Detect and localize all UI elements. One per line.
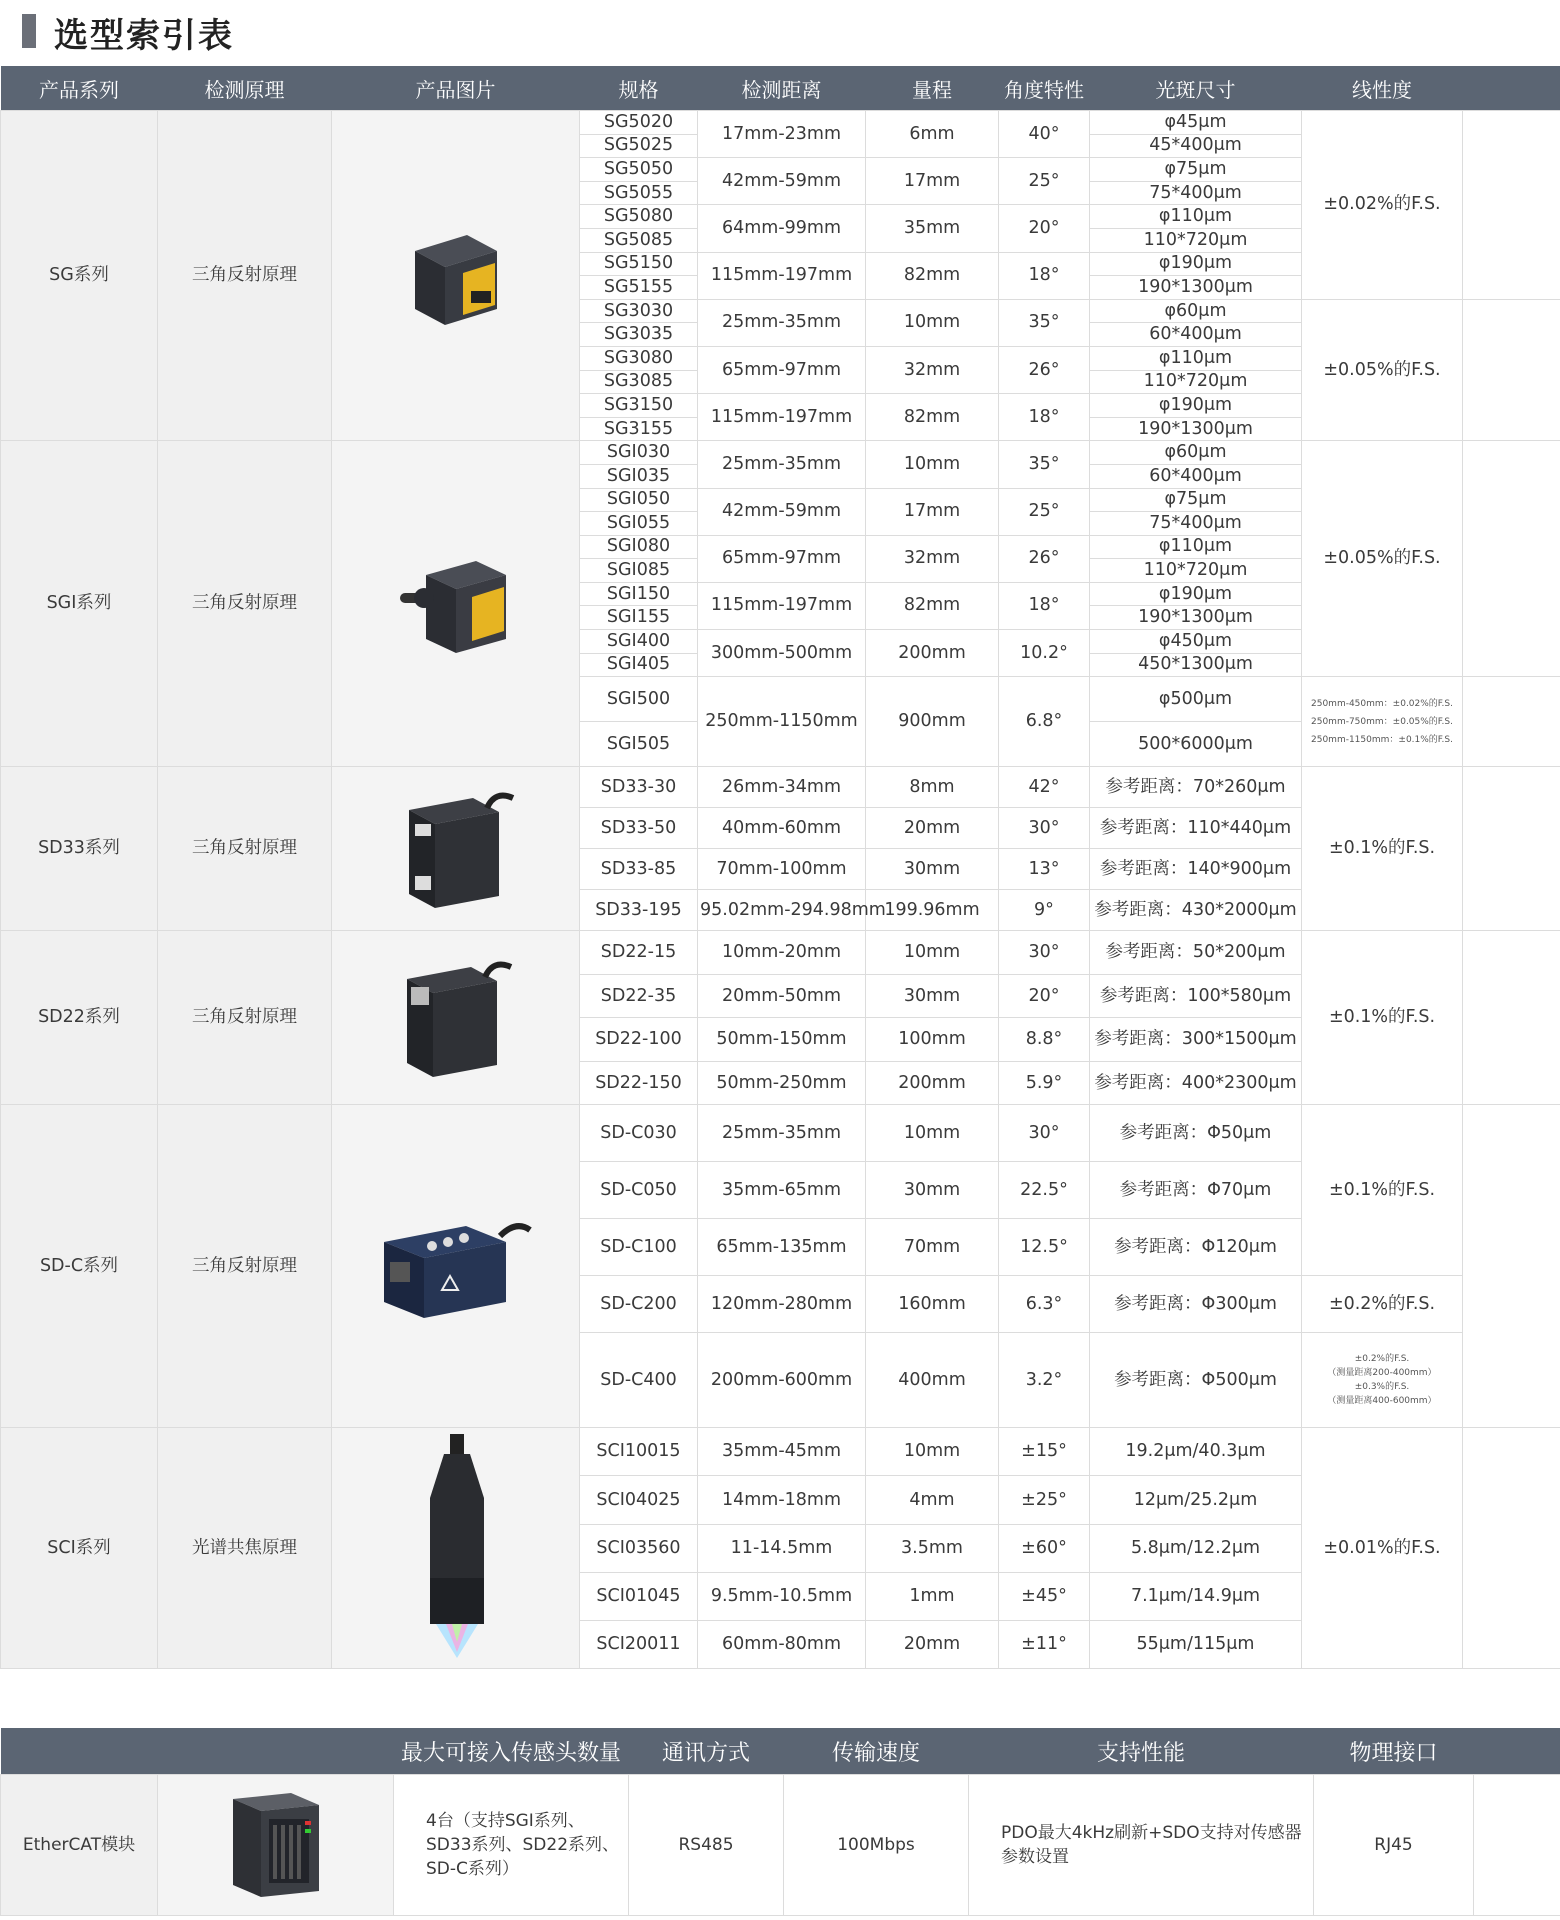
model-cell: SG5080	[580, 205, 698, 229]
page-title: 选型索引表	[54, 16, 234, 56]
distance-cell: 35mm-65mm	[698, 1162, 866, 1219]
spot-cell: 参考距离：Φ50μm	[1090, 1105, 1302, 1162]
product-image-sdc	[332, 1105, 580, 1428]
angle-cell: 30°	[999, 1105, 1090, 1162]
header-series: 产品系列	[1, 66, 158, 111]
spot-cell: 190*1300μm	[1090, 276, 1302, 300]
angle-cell: 10.2°	[999, 630, 1090, 677]
spot-cell: 参考距离：110*440μm	[1090, 808, 1302, 849]
model-cell: SG3155	[580, 417, 698, 441]
linearity-cell: ±0.05%的F.S.	[1302, 441, 1463, 677]
range-cell: 1mm	[866, 1572, 999, 1620]
angle-cell: 12.5°	[999, 1219, 1090, 1276]
spot-cell: 190*1300μm	[1090, 417, 1302, 441]
angle-cell: 30°	[999, 808, 1090, 849]
ethercat-module-image	[221, 1785, 331, 1905]
model-cell: SG3085	[580, 370, 698, 394]
ethercat-image	[158, 1775, 394, 1916]
angle-cell: 18°	[999, 394, 1090, 441]
spot-cell: 参考距离：140*900μm	[1090, 849, 1302, 890]
spot-cell: 7.1μm/14.9μm	[1090, 1572, 1302, 1620]
linearity-cell: ±0.1%的F.S.	[1302, 931, 1463, 1105]
spot-cell: 110*720μm	[1090, 559, 1302, 583]
model-cell: SGI150	[580, 582, 698, 606]
spot-cell: 450*1300μm	[1090, 653, 1302, 677]
range-cell: 20mm	[866, 1621, 999, 1669]
pad-cell	[1463, 441, 1560, 677]
linearity-note: ±0.3%的F.S.	[1354, 1382, 1410, 1393]
distance-cell: 40mm-60mm	[698, 808, 866, 849]
distance-cell: 95.02mm-294.98mm	[698, 890, 866, 931]
spot-cell: φ110μm	[1090, 205, 1302, 229]
series-sd33: SD33系列	[1, 767, 158, 931]
principle-sdc: 三角反射原理	[158, 1105, 332, 1428]
range-cell: 10mm	[866, 441, 999, 488]
sgi-sensor-image	[396, 549, 516, 659]
angle-cell: 6.8°	[999, 677, 1090, 767]
distance-cell: 50mm-150mm	[698, 1018, 866, 1062]
range-cell: 6mm	[866, 111, 999, 158]
model-cell: SD33-50	[580, 808, 698, 849]
spot-cell: φ450μm	[1090, 630, 1302, 654]
header-max-count: 最大可接入传感头数量	[394, 1728, 629, 1775]
linearity-cell	[1302, 1333, 1463, 1428]
distance-cell: 250mm-1150mm	[698, 677, 866, 767]
model-cell: SG5150	[580, 252, 698, 276]
range-cell: 35mm	[866, 205, 999, 252]
distance-cell: 64mm-99mm	[698, 205, 866, 252]
angle-cell: ±11°	[999, 1621, 1090, 1669]
header-pad	[1463, 66, 1560, 111]
header-linearity: 线性度	[1302, 66, 1463, 111]
spot-cell: 参考距离：430*2000μm	[1090, 890, 1302, 931]
model-cell: SG5050	[580, 158, 698, 182]
range-cell: 8mm	[866, 767, 999, 808]
range-cell: 900mm	[866, 677, 999, 767]
range-cell: 200mm	[866, 1061, 999, 1105]
spot-cell: φ60μm	[1090, 441, 1302, 465]
linearity-cell: ±0.01%的F.S.	[1302, 1428, 1463, 1669]
title-marker	[22, 14, 36, 48]
ethercat-row	[1, 1775, 1560, 1916]
angle-cell: 40°	[999, 111, 1090, 158]
product-image-sci	[332, 1428, 580, 1669]
model-cell: SCI20011	[580, 1621, 698, 1669]
angle-cell: 35°	[999, 441, 1090, 488]
range-cell: 400mm	[866, 1333, 999, 1428]
ethercat-speed: 100Mbps	[784, 1775, 969, 1916]
range-cell: 82mm	[866, 394, 999, 441]
model-cell: SGI030	[580, 441, 698, 465]
distance-cell: 42mm-59mm	[698, 488, 866, 535]
distance-cell: 42mm-59mm	[698, 158, 866, 205]
angle-cell: 13°	[999, 849, 1090, 890]
model-cell: SGI400	[580, 630, 698, 654]
distance-cell: 115mm-197mm	[698, 582, 866, 629]
ethercat-comm: RS485	[629, 1775, 784, 1916]
linearity-note: 250mm-750mm：±0.05%的F.S.	[1311, 716, 1453, 727]
model-cell: SGI405	[580, 653, 698, 677]
pad-cell	[1463, 931, 1560, 1105]
distance-cell: 25mm-35mm	[698, 441, 866, 488]
linearity-cell: ±0.05%的F.S.	[1302, 299, 1463, 441]
table-row	[1, 931, 1560, 975]
spot-cell: 500*6000μm	[1090, 722, 1302, 767]
model-cell: SD22-15	[580, 931, 698, 975]
pad-cell	[1463, 299, 1560, 441]
sd22-sensor-image	[391, 953, 521, 1083]
model-cell: SG3150	[580, 394, 698, 418]
model-cell: SG3030	[580, 299, 698, 323]
header-performance: 支持性能	[969, 1728, 1314, 1775]
linearity-note: ±0.2%的F.S.	[1354, 1354, 1410, 1365]
distance-cell: 9.5mm-10.5mm	[698, 1572, 866, 1620]
model-cell: SD22-150	[580, 1061, 698, 1105]
range-cell: 200mm	[866, 630, 999, 677]
range-cell: 10mm	[866, 931, 999, 975]
model-cell: SD33-30	[580, 767, 698, 808]
sg-sensor-image	[401, 221, 511, 331]
angle-cell: 25°	[999, 488, 1090, 535]
distance-cell: 25mm-35mm	[698, 1105, 866, 1162]
angle-cell: 26°	[999, 346, 1090, 393]
ethercat-performance: PDO最大4kHz刷新+SDO支持对传感器参数设置	[969, 1775, 1314, 1916]
spot-cell: 参考距离：Φ500μm	[1090, 1333, 1302, 1428]
angle-cell: 35°	[999, 299, 1090, 346]
model-cell: SD-C100	[580, 1219, 698, 1276]
angle-cell: 18°	[999, 252, 1090, 299]
sdc-sensor-image	[376, 1206, 536, 1326]
product-image-sd33	[332, 767, 580, 931]
range-cell: 17mm	[866, 158, 999, 205]
spot-cell: φ190μm	[1090, 394, 1302, 418]
distance-cell: 65mm-97mm	[698, 346, 866, 393]
angle-cell: 26°	[999, 535, 1090, 582]
model-cell: SCI04025	[580, 1476, 698, 1524]
series-sg: SG系列	[1, 111, 158, 441]
distance-cell: 50mm-250mm	[698, 1061, 866, 1105]
table-body	[1, 111, 1560, 1669]
distance-cell: 120mm-280mm	[698, 1276, 866, 1333]
linearity-note: （测量距离200-400mm）	[1327, 1368, 1437, 1379]
pad-cell	[1463, 1428, 1560, 1669]
sci-probe-image	[406, 1428, 506, 1668]
model-cell: SG5020	[580, 111, 698, 135]
header-image: 产品图片	[332, 66, 580, 111]
spot-cell: φ500μm	[1090, 677, 1302, 722]
spot-cell: 75*400μm	[1090, 512, 1302, 536]
distance-cell: 65mm-135mm	[698, 1219, 866, 1276]
pad-cell	[1463, 767, 1560, 931]
angle-cell: ±15°	[999, 1428, 1090, 1476]
range-cell: 82mm	[866, 582, 999, 629]
range-cell: 10mm	[866, 1105, 999, 1162]
model-cell: SG5155	[580, 276, 698, 300]
table-header	[1, 66, 1560, 111]
spot-cell: φ110μm	[1090, 346, 1302, 370]
selection-table	[0, 66, 1560, 1669]
range-cell: 32mm	[866, 535, 999, 582]
spot-cell: 19.2μm/40.3μm	[1090, 1428, 1302, 1476]
header-principle: 检测原理	[158, 66, 332, 111]
linearity-cell: ±0.1%的F.S.	[1302, 767, 1463, 931]
distance-cell: 20mm-50mm	[698, 974, 866, 1018]
spot-cell: 参考距离：100*580μm	[1090, 974, 1302, 1018]
distance-cell: 115mm-197mm	[698, 394, 866, 441]
model-cell: SGI080	[580, 535, 698, 559]
header-range: 量程	[866, 66, 999, 111]
spot-cell: 45*400μm	[1090, 134, 1302, 158]
table-row	[1, 1105, 1560, 1162]
range-cell: 20mm	[866, 808, 999, 849]
distance-cell: 26mm-34mm	[698, 767, 866, 808]
spot-cell: 190*1300μm	[1090, 606, 1302, 630]
angle-cell: 25°	[999, 158, 1090, 205]
spot-cell: φ190μm	[1090, 582, 1302, 606]
spot-cell: 12μm/25.2μm	[1090, 1476, 1302, 1524]
model-cell: SD-C200	[580, 1276, 698, 1333]
distance-cell: 70mm-100mm	[698, 849, 866, 890]
angle-cell: 5.9°	[999, 1061, 1090, 1105]
series-sgi: SGI系列	[1, 441, 158, 767]
linearity-cell	[1302, 677, 1463, 767]
spot-cell: φ75μm	[1090, 488, 1302, 512]
range-cell: 17mm	[866, 488, 999, 535]
ethercat-header	[1, 1728, 1560, 1775]
linearity-note: 250mm-450mm：±0.02%的F.S.	[1311, 698, 1453, 709]
model-cell: SD22-35	[580, 974, 698, 1018]
series-sci: SCI系列	[1, 1428, 158, 1669]
model-cell: SD33-85	[580, 849, 698, 890]
model-cell: SGI050	[580, 488, 698, 512]
spot-cell: φ60μm	[1090, 299, 1302, 323]
table-row	[1, 441, 1560, 465]
angle-cell: ±25°	[999, 1476, 1090, 1524]
range-cell: 4mm	[866, 1476, 999, 1524]
model-cell: SD-C400	[580, 1333, 698, 1428]
angle-cell: 18°	[999, 582, 1090, 629]
principle-sd22: 三角反射原理	[158, 931, 332, 1105]
model-cell: SD-C050	[580, 1162, 698, 1219]
range-cell: 10mm	[866, 299, 999, 346]
header-angle: 角度特性	[999, 66, 1090, 111]
angle-cell: 20°	[999, 974, 1090, 1018]
header-model: 规格	[580, 66, 698, 111]
model-cell: SG5055	[580, 181, 698, 205]
principle-sci: 光谱共焦原理	[158, 1428, 332, 1669]
pad-cell	[1463, 111, 1560, 300]
header-speed: 传输速度	[784, 1728, 969, 1775]
angle-cell: 9°	[999, 890, 1090, 931]
angle-cell: 42°	[999, 767, 1090, 808]
angle-cell: 8.8°	[999, 1018, 1090, 1062]
range-cell: 70mm	[866, 1219, 999, 1276]
distance-cell: 25mm-35mm	[698, 299, 866, 346]
range-cell: 82mm	[866, 252, 999, 299]
distance-cell: 115mm-197mm	[698, 252, 866, 299]
model-cell: SGI055	[580, 512, 698, 536]
table-row	[1, 767, 1560, 808]
spot-cell: 参考距离：Φ300μm	[1090, 1276, 1302, 1333]
ethercat-port: RJ45	[1314, 1775, 1474, 1916]
range-cell: 30mm	[866, 849, 999, 890]
distance-cell: 17mm-23mm	[698, 111, 866, 158]
product-image-sg	[332, 111, 580, 441]
distance-cell: 60mm-80mm	[698, 1621, 866, 1669]
distance-cell: 200mm-600mm	[698, 1333, 866, 1428]
spot-cell: 60*400μm	[1090, 323, 1302, 347]
model-cell: SD33-195	[580, 890, 698, 931]
range-cell: 3.5mm	[866, 1524, 999, 1572]
header-comm: 通讯方式	[629, 1728, 784, 1775]
linearity-cell: ±0.2%的F.S.	[1302, 1276, 1463, 1333]
model-cell: SD22-100	[580, 1018, 698, 1062]
linearity-note: （测量距离400-600mm）	[1327, 1396, 1437, 1407]
sd33-sensor-image	[391, 784, 521, 914]
spot-cell: 参考距离：Φ70μm	[1090, 1162, 1302, 1219]
spot-cell: 55μm/115μm	[1090, 1621, 1302, 1669]
model-cell: SG3080	[580, 346, 698, 370]
model-cell: SGI035	[580, 464, 698, 488]
model-cell: SCI10015	[580, 1428, 698, 1476]
spot-cell: 5.8μm/12.2μm	[1090, 1524, 1302, 1572]
range-cell: 10mm	[866, 1428, 999, 1476]
ethercat-count: 4台（支持SGI系列、SD33系列、SD22系列、SD-C系列）	[394, 1775, 629, 1916]
spot-cell: 110*720μm	[1090, 228, 1302, 252]
range-cell: 32mm	[866, 346, 999, 393]
spot-cell: 75*400μm	[1090, 181, 1302, 205]
spot-cell: 参考距离：400*2300μm	[1090, 1061, 1302, 1105]
ethercat-table	[0, 1728, 1560, 1916]
principle-sd33: 三角反射原理	[158, 767, 332, 931]
pad-cell	[1463, 677, 1560, 767]
range-cell: 30mm	[866, 1162, 999, 1219]
range-cell: 160mm	[866, 1276, 999, 1333]
range-cell: 100mm	[866, 1018, 999, 1062]
angle-cell: 6.3°	[999, 1276, 1090, 1333]
principle-sgi: 三角反射原理	[158, 441, 332, 767]
series-sdc: SD-C系列	[1, 1105, 158, 1428]
header-distance: 检测距离	[698, 66, 866, 111]
header-port: 物理接口	[1314, 1728, 1474, 1775]
distance-cell: 35mm-45mm	[698, 1428, 866, 1476]
distance-cell: 300mm-500mm	[698, 630, 866, 677]
spot-cell: 参考距离：Φ120μm	[1090, 1219, 1302, 1276]
distance-cell: 14mm-18mm	[698, 1476, 866, 1524]
linearity-note: 250mm-1150mm：±0.1%的F.S.	[1311, 734, 1453, 745]
model-cell: SG5085	[580, 228, 698, 252]
angle-cell: ±60°	[999, 1524, 1090, 1572]
model-cell: SG5025	[580, 134, 698, 158]
model-cell: SCI03560	[580, 1524, 698, 1572]
linearity-cell: ±0.02%的F.S.	[1302, 111, 1463, 300]
model-cell: SG3035	[580, 323, 698, 347]
range-cell: 199.96mm	[866, 890, 999, 931]
model-cell: SGI155	[580, 606, 698, 630]
spot-cell: 110*720μm	[1090, 370, 1302, 394]
spot-cell: 参考距离：300*1500μm	[1090, 1018, 1302, 1062]
spot-cell: 参考距离：50*200μm	[1090, 931, 1302, 975]
spot-cell: φ75μm	[1090, 158, 1302, 182]
angle-cell: 22.5°	[999, 1162, 1090, 1219]
spot-cell: φ190μm	[1090, 252, 1302, 276]
product-image-sgi	[332, 441, 580, 767]
pad-cell	[1463, 1105, 1560, 1428]
linearity-cell: ±0.1%的F.S.	[1302, 1105, 1463, 1276]
product-image-sd22	[332, 931, 580, 1105]
table-row	[1, 1428, 1560, 1476]
spot-cell: 60*400μm	[1090, 464, 1302, 488]
spot-cell: φ45μm	[1090, 111, 1302, 135]
model-cell: SGI500	[580, 677, 698, 722]
model-cell: SGI505	[580, 722, 698, 767]
distance-cell: 10mm-20mm	[698, 931, 866, 975]
series-sd22: SD22系列	[1, 931, 158, 1105]
table-row	[1, 111, 1560, 135]
angle-cell: 30°	[999, 931, 1090, 975]
spot-cell: φ110μm	[1090, 535, 1302, 559]
distance-cell: 11-14.5mm	[698, 1524, 866, 1572]
distance-cell: 65mm-97mm	[698, 535, 866, 582]
angle-cell: ±45°	[999, 1572, 1090, 1620]
model-cell: SCI01045	[580, 1572, 698, 1620]
range-cell: 30mm	[866, 974, 999, 1018]
angle-cell: 3.2°	[999, 1333, 1090, 1428]
model-cell: SGI085	[580, 559, 698, 583]
ethercat-name: EtherCAT模块	[1, 1775, 158, 1916]
angle-cell: 20°	[999, 205, 1090, 252]
header-spot: 光斑尺寸	[1090, 66, 1302, 111]
principle-sg: 三角反射原理	[158, 111, 332, 441]
spot-cell: 参考距离：70*260μm	[1090, 767, 1302, 808]
model-cell: SD-C030	[580, 1105, 698, 1162]
